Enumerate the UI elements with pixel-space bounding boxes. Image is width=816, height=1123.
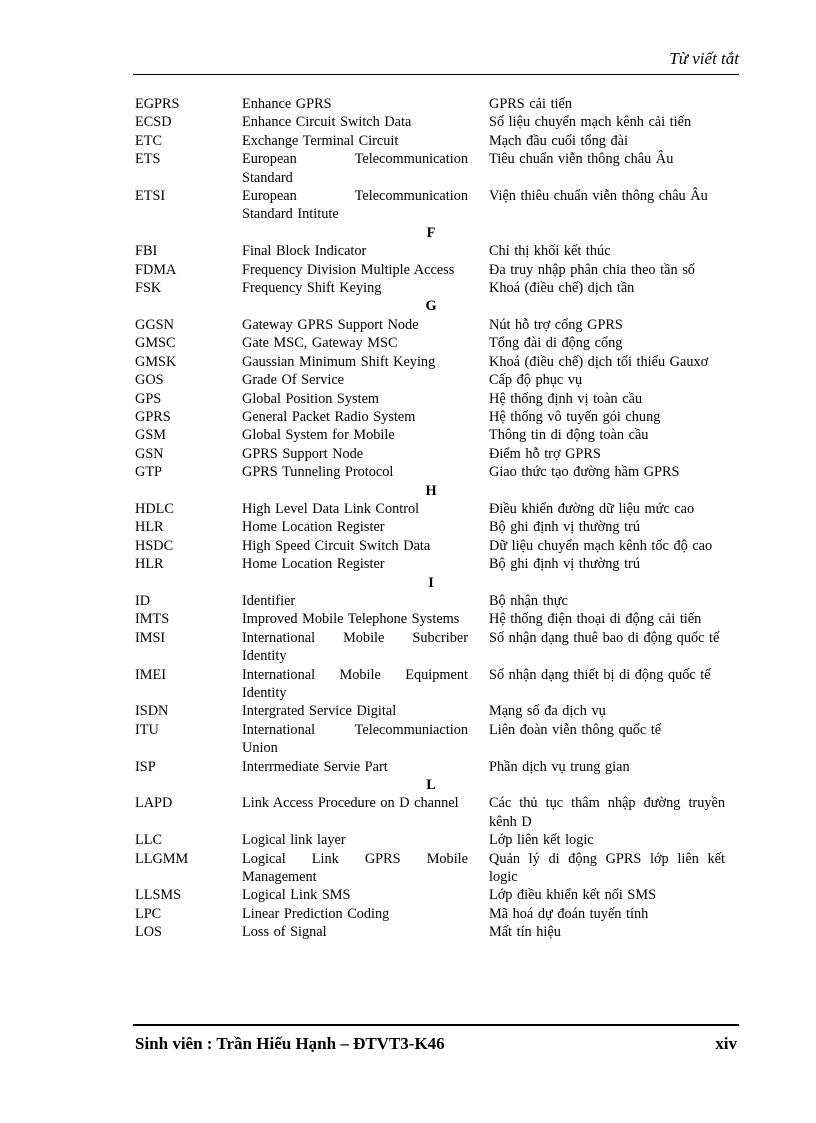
page-header-title: Từ viết tắt: [669, 49, 739, 68]
abbreviation: GPS: [135, 390, 162, 407]
vietnamese-term: Liên đoàn viễn thông quốc tế: [489, 721, 662, 738]
abbreviation-row: [135, 316, 727, 334]
abbreviation-row: [135, 629, 727, 666]
abbreviation-row: [135, 905, 727, 923]
abbreviation-row: [135, 758, 727, 776]
vietnamese-term: Mạch đầu cuối tổng đài: [489, 132, 628, 149]
english-term: Logical Link SMS: [242, 887, 351, 904]
vietnamese-term: Chỉ thị khối kết thúc: [489, 243, 611, 260]
abbreviation-row: [135, 261, 727, 279]
abbreviation: FDMA: [135, 261, 177, 278]
abbreviation-row: [135, 353, 727, 371]
abbreviation-row: [135, 408, 727, 426]
vietnamese-term: Hệ thống vô tuyến gói chung: [489, 408, 661, 425]
vietnamese-term: Số liệu chuyển mạch kênh cải tiến: [489, 114, 692, 131]
abbreviation-row: [135, 721, 727, 758]
abbreviation-row: [135, 463, 727, 481]
abbreviation: HLR: [135, 519, 164, 536]
abbreviation: IMSI: [135, 629, 166, 646]
english-term: Home Location Register: [242, 519, 385, 536]
abbreviation-row: [135, 518, 727, 536]
vietnamese-term: Hệ thống điện thoại di động cải tiến: [489, 611, 702, 628]
abbreviation: GMSK: [135, 353, 177, 370]
abbreviation-list: [135, 95, 727, 942]
abbreviation: GTP: [135, 464, 163, 481]
english-term: Logical Link GPRS Mobile Management: [242, 850, 468, 886]
english-term: International Mobile Equipment Identity: [242, 666, 468, 701]
vietnamese-term: Dữ liệu chuyển mạch kênh tốc độ cao: [489, 537, 713, 554]
english-term: Frequency Shift Keying: [242, 280, 382, 297]
abbreviation: GGSN: [135, 316, 174, 333]
abbreviation-row: [135, 242, 727, 260]
abbreviation-row: [135, 132, 727, 150]
vietnamese-term: Lớp liên kết logic: [489, 832, 594, 849]
english-term: Exchange Terminal Circuit: [242, 132, 399, 149]
english-term: Final Block Indicator: [242, 243, 367, 260]
vietnamese-term: Khoá (điều chế) dịch tối thiểu Gauxơ: [489, 353, 709, 370]
vietnamese-term: Nút hỗ trợ cổng GPRS: [489, 316, 623, 333]
abbreviation: ID: [135, 592, 151, 609]
english-term: Link Access Procedure on D channel: [242, 795, 459, 812]
vietnamese-term: Tiêu chuẩn viễn thông châu Âu: [489, 151, 674, 168]
english-term: Frequency Division Multiple Access: [242, 261, 455, 278]
english-term: Loss of Signal: [242, 924, 327, 941]
section-letter: I: [428, 574, 434, 591]
abbreviation: HLR: [135, 556, 164, 573]
vietnamese-term: Bộ nhận thực: [489, 592, 568, 609]
english-term: European Telecommunication Standard Intitute: [242, 188, 468, 223]
abbreviation: ISP: [135, 758, 156, 775]
abbreviation: GMSC: [135, 335, 176, 352]
abbreviation-row: [135, 95, 727, 113]
abbreviation-row: [135, 445, 727, 463]
english-term: Home Location Register: [242, 556, 385, 573]
page-number: xiv: [715, 1034, 737, 1053]
english-term: GPRS Support Node: [242, 445, 364, 462]
vietnamese-term: Viện thiêu chuẩn viễn thông châu Âu: [489, 188, 708, 205]
english-term: Logical link layer: [242, 832, 346, 849]
vietnamese-term: Cấp độ phục vụ: [489, 372, 583, 389]
vietnamese-term: Số nhận dạng thiết bị di động quốc tế: [489, 666, 711, 683]
section-letter: H: [425, 482, 437, 499]
english-term: Linear Prediction Coding: [242, 905, 390, 922]
abbreviation: LOS: [135, 924, 163, 941]
vietnamese-term: Tổng đài di động cổng: [489, 335, 623, 352]
abbreviation-row: [135, 150, 727, 187]
abbreviation: LLSMS: [135, 887, 182, 904]
abbreviation: ECSD: [135, 114, 172, 131]
english-term: Gate MSC, Gateway MSC: [242, 335, 398, 352]
vietnamese-term: Phần dịch vụ trung gian: [489, 758, 630, 775]
english-term: Intergrated Service Digital: [242, 703, 397, 720]
abbreviation: ETC: [135, 132, 163, 149]
abbreviation-row: [135, 923, 727, 941]
abbreviation-row: [135, 831, 727, 849]
abbreviation-row: [135, 279, 727, 297]
abbreviation: GSN: [135, 445, 164, 462]
vietnamese-term: Khoá (điều chế) dịch tần: [489, 280, 635, 297]
vietnamese-term: Số nhận dạng thuê bao di động quốc tế: [489, 629, 720, 646]
abbreviation: IMTS: [135, 611, 170, 628]
vietnamese-term: Thông tin di động toàn cầu: [489, 427, 649, 444]
english-term: Identifier: [242, 592, 296, 609]
vietnamese-term: Bộ ghi định vị thường trú: [489, 556, 640, 573]
english-term: International Mobile Subcriber Identity: [242, 629, 468, 665]
abbreviation: GSM: [135, 427, 166, 444]
abbreviation-row: [135, 702, 727, 720]
vietnamese-term: Lớp điều khiển kết nối SMS: [489, 887, 657, 904]
english-term: Improved Mobile Telephone Systems: [242, 611, 460, 628]
english-term: Grade Of Service: [242, 372, 345, 389]
abbreviation-row: [135, 666, 727, 703]
english-term: High Speed Circuit Switch Data: [242, 537, 431, 554]
vietnamese-term: Mạng số đa dịch vụ: [489, 703, 606, 720]
vietnamese-term: Mã hoá dự đoán tuyến tính: [489, 905, 649, 922]
abbreviation: LLC: [135, 832, 163, 849]
abbreviation: IMEI: [135, 666, 166, 683]
abbreviation-row: [135, 390, 727, 408]
vietnamese-term: Đa truy nhập phân chia theo tần số: [489, 261, 695, 278]
footer-rule: [133, 1024, 739, 1026]
abbreviation-row: [135, 610, 727, 628]
vietnamese-term: Quản lý di động GPRS lớp liên kết logic: [489, 850, 725, 886]
section-letter: F: [426, 224, 436, 241]
abbreviation-row: [135, 426, 727, 444]
vietnamese-term: Bộ ghi định vị thường trú: [489, 519, 640, 536]
abbreviation: EGPRS: [135, 96, 180, 112]
header-rule: [133, 74, 739, 75]
vietnamese-term: Điều khiển đường dữ liệu mức cao: [489, 500, 695, 517]
abbreviation: ITU: [135, 721, 159, 738]
abbreviation: ISDN: [135, 703, 169, 720]
english-term: Gateway GPRS Support Node: [242, 316, 419, 333]
english-term: Enhance GPRS: [242, 96, 332, 112]
english-term: Global System for Mobile: [242, 427, 395, 444]
abbreviation: HDLC: [135, 500, 174, 517]
abbreviation-row: [135, 850, 727, 887]
abbreviation: LPC: [135, 905, 162, 922]
abbreviation-row: [135, 537, 727, 555]
vietnamese-term: Điểm hỗ trợ GPRS: [489, 445, 601, 462]
abbreviation: ETS: [135, 151, 161, 168]
vietnamese-term: Giao thức tạo đường hầm GPRS: [489, 464, 680, 481]
english-term: Gaussian Minimum Shift Keying: [242, 353, 436, 370]
english-term: High Level Data Link Control: [242, 500, 420, 517]
english-term: Interrmediate Servie Part: [242, 758, 388, 775]
abbreviation-row: [135, 113, 727, 131]
abbreviation-row: [135, 500, 727, 518]
abbreviation: FBI: [135, 243, 158, 260]
abbreviation-row: [135, 334, 727, 352]
abbreviation: GOS: [135, 372, 164, 389]
section-letter: L: [426, 777, 436, 794]
vietnamese-term: Các thủ tục thâm nhập đường truyền kênh D: [489, 795, 725, 830]
abbreviation: FSK: [135, 280, 162, 297]
abbreviation-row: [135, 592, 727, 610]
english-term: Global Position System: [242, 390, 380, 407]
abbreviation: GPRS: [135, 408, 171, 425]
abbreviation-row: [135, 187, 727, 224]
abbreviation-row: [135, 886, 727, 904]
vietnamese-term: Hệ thống định vị toàn cầu: [489, 390, 643, 407]
english-term: European Telecommunication Standard: [242, 151, 468, 186]
abbreviation: LLGMM: [135, 850, 189, 867]
abbreviation-row: [135, 794, 727, 831]
english-term: General Packet Radio System: [242, 408, 416, 425]
vietnamese-term: Mất tín hiệu: [489, 924, 561, 941]
footer-author: Sinh viên : Trần Hiếu Hạnh – ĐTVT3-K46: [135, 1034, 445, 1053]
abbreviation: ETSI: [135, 188, 166, 205]
abbreviation: HSDC: [135, 537, 174, 554]
abbreviation-row: [135, 555, 727, 573]
english-term: Enhance Circuit Switch Data: [242, 114, 412, 131]
english-term: International Telecommuniaction Union: [242, 721, 468, 757]
abbreviation-row: [135, 371, 727, 389]
abbreviation: LAPD: [135, 795, 173, 812]
vietnamese-term: GPRS cải tiến: [489, 96, 573, 112]
section-letter: G: [425, 298, 437, 315]
english-term: GPRS Tunneling Protocol: [242, 464, 394, 481]
